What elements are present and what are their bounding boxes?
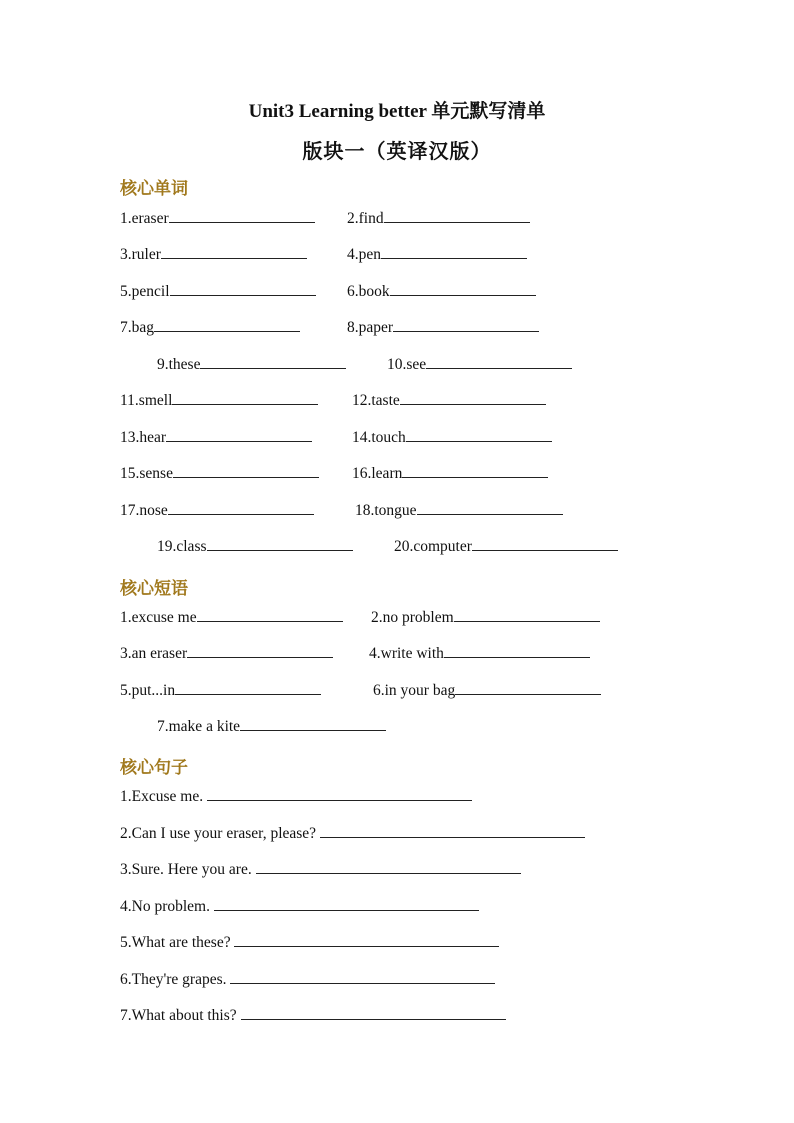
word-item: [120, 318, 300, 338]
answer-blank[interactable]: [320, 824, 585, 838]
word-item: [352, 391, 546, 411]
phrase-label: 2.no problem: [371, 609, 454, 626]
answer-blank[interactable]: [240, 717, 386, 731]
word-label: 15.sense: [120, 465, 173, 482]
word-label: 16.learn: [352, 465, 403, 482]
answer-blank[interactable]: [417, 501, 563, 515]
word-label: 20.computer: [394, 538, 472, 555]
word-label: 14.touch: [352, 429, 406, 446]
answer-blank[interactable]: [154, 318, 300, 332]
answer-blank[interactable]: [168, 501, 314, 515]
answer-blank[interactable]: [390, 282, 536, 296]
section-heading-sentences: 核心句子: [120, 758, 188, 778]
word-label: 4.pen: [347, 246, 382, 263]
sentence-item: [120, 933, 499, 953]
phrase-label: 4.write with: [369, 645, 444, 662]
word-label: 17.nose: [120, 502, 168, 519]
answer-blank[interactable]: [400, 391, 546, 405]
word-label: 12.taste: [352, 392, 400, 409]
word-item: [120, 501, 314, 521]
word-label: 1.eraser: [120, 210, 169, 227]
answer-blank[interactable]: [472, 537, 618, 551]
answer-blank[interactable]: [406, 428, 552, 442]
answer-blank[interactable]: [200, 355, 346, 369]
phrase-label: 5.put...in: [120, 682, 176, 699]
word-item: [355, 501, 563, 521]
word-item: [387, 355, 572, 375]
word-item: [120, 464, 319, 484]
answer-blank[interactable]: [173, 464, 319, 478]
answer-blank[interactable]: [175, 681, 321, 695]
phrase-item: [120, 608, 343, 628]
word-item: [157, 355, 346, 375]
word-label: 13.hear: [120, 429, 167, 446]
answer-blank[interactable]: [172, 391, 318, 405]
answer-blank[interactable]: [187, 644, 333, 658]
word-item: [352, 428, 552, 448]
word-label: 7.bag: [120, 319, 155, 336]
sentence-label: 4.No problem.: [120, 898, 210, 915]
section-heading-words: 核心单词: [120, 179, 188, 199]
phrase-item: [120, 644, 333, 664]
answer-blank[interactable]: [455, 681, 601, 695]
sentence-item: [120, 970, 495, 990]
word-item: [347, 282, 536, 302]
answer-blank[interactable]: [207, 787, 472, 801]
word-item: [120, 282, 316, 302]
answer-blank[interactable]: [444, 644, 590, 658]
word-item: [347, 318, 539, 338]
page-subtitle: 版块一（英译汉版）: [302, 141, 492, 163]
answer-blank[interactable]: [454, 608, 600, 622]
answer-blank[interactable]: [234, 933, 499, 947]
word-label: 19.class: [157, 538, 207, 555]
word-label: 8.paper: [347, 319, 394, 336]
answer-blank[interactable]: [381, 245, 527, 259]
answer-blank[interactable]: [214, 897, 479, 911]
word-label: 10.see: [387, 356, 427, 373]
word-label: 9.these: [157, 356, 201, 373]
word-item: [352, 464, 548, 484]
sentence-label: 7.What about this?: [120, 1007, 237, 1024]
sentence-label: 1.Excuse me.: [120, 788, 204, 805]
word-item: [347, 245, 527, 265]
word-item: [347, 209, 530, 229]
answer-blank[interactable]: [384, 209, 530, 223]
answer-blank[interactable]: [256, 860, 521, 874]
section-heading-phrases: 核心短语: [120, 579, 188, 599]
word-label: 5.pencil: [120, 283, 170, 300]
sentence-label: 3.Sure. Here you are.: [120, 861, 252, 878]
answer-blank[interactable]: [393, 318, 539, 332]
sentence-label: 6.They're grapes.: [120, 971, 227, 988]
answer-blank[interactable]: [241, 1006, 506, 1020]
phrase-label: 6.in your bag: [373, 682, 456, 699]
page-title: Unit3 Learning better 单元默写清单: [248, 101, 546, 122]
answer-blank[interactable]: [402, 464, 548, 478]
sentence-item: [120, 860, 521, 880]
phrase-item: [120, 681, 321, 701]
phrase-item: [369, 644, 590, 664]
phrase-item: [157, 717, 386, 737]
word-label: 6.book: [347, 283, 390, 300]
answer-blank[interactable]: [169, 209, 315, 223]
answer-blank[interactable]: [170, 282, 316, 296]
answer-blank[interactable]: [161, 245, 307, 259]
word-label: 3.ruler: [120, 246, 161, 263]
answer-blank[interactable]: [230, 970, 495, 984]
sentence-item: [120, 897, 479, 917]
answer-blank[interactable]: [426, 355, 572, 369]
word-item: [394, 537, 618, 557]
answer-blank[interactable]: [207, 537, 353, 551]
answer-blank[interactable]: [166, 428, 312, 442]
sentence-label: 2.Can I use your eraser, please?: [120, 825, 317, 842]
sentence-label: 5.What are these?: [120, 934, 231, 951]
word-item: [120, 245, 307, 265]
word-label: 2.find: [347, 210, 384, 227]
word-item: [157, 537, 353, 557]
word-item: [120, 209, 315, 229]
sentence-item: [120, 824, 585, 844]
phrase-label: 3.an eraser: [120, 645, 188, 662]
word-label: 18.tongue: [355, 502, 417, 519]
phrase-item: [373, 681, 601, 701]
sentence-item: [120, 1006, 506, 1026]
phrase-label: 7.make a kite: [157, 718, 241, 735]
word-label: 11.smell: [120, 392, 173, 409]
phrase-item: [371, 608, 600, 628]
word-item: [120, 391, 318, 411]
answer-blank[interactable]: [197, 608, 343, 622]
word-item: [120, 428, 312, 448]
sentence-item: [120, 787, 472, 807]
phrase-label: 1.excuse me: [120, 609, 197, 626]
